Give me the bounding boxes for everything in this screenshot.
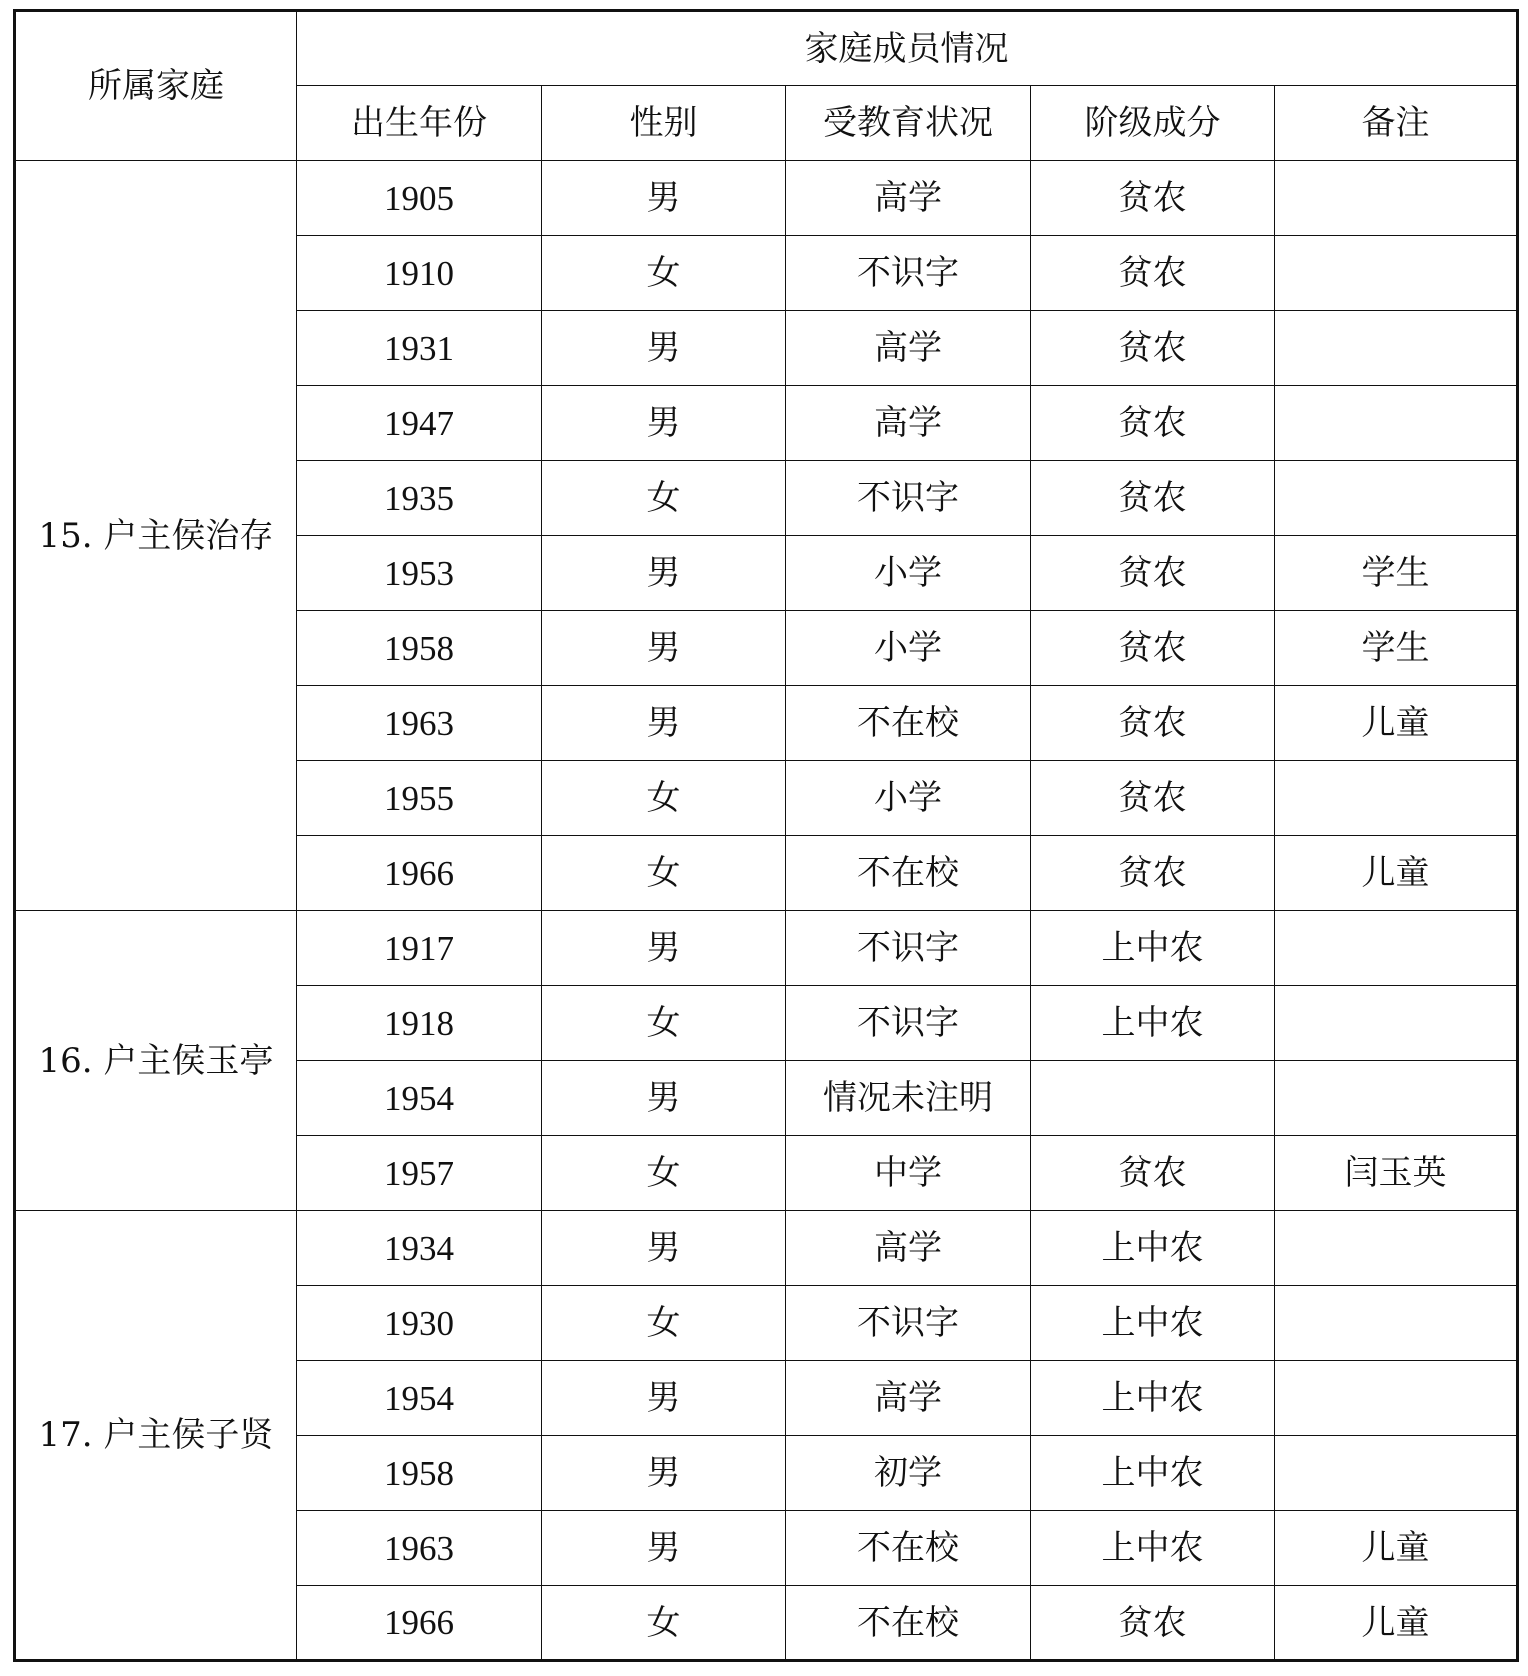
- note-cell: 儿童: [1275, 1586, 1518, 1661]
- education-cell: 不在校: [786, 1586, 1031, 1661]
- note-cell: [1275, 911, 1518, 986]
- class-status-cell: 贫农: [1031, 461, 1275, 536]
- header-education: 受教育状况: [786, 86, 1031, 161]
- gender-cell: 男: [542, 911, 786, 986]
- class-status-cell: 贫农: [1031, 1586, 1275, 1661]
- note-cell: 学生: [1275, 611, 1518, 686]
- education-cell: 不识字: [786, 911, 1031, 986]
- header-note: 备注: [1275, 86, 1518, 161]
- education-cell: 小学: [786, 761, 1031, 836]
- birth-year-cell: 1935: [297, 461, 542, 536]
- education-cell: 高学: [786, 386, 1031, 461]
- note-cell: 儿童: [1275, 836, 1518, 911]
- note-cell: [1275, 236, 1518, 311]
- birth-year-cell: 1966: [297, 836, 542, 911]
- note-cell: [1275, 1436, 1518, 1511]
- family-members-table: [13, 9, 1519, 1662]
- birth-year-cell: 1955: [297, 761, 542, 836]
- education-cell: 高学: [786, 311, 1031, 386]
- class-status-cell: 上中农: [1031, 1211, 1275, 1286]
- birth-year-cell: 1930: [297, 1286, 542, 1361]
- note-cell: [1275, 1361, 1518, 1436]
- note-cell: 儿童: [1275, 1511, 1518, 1586]
- gender-cell: 女: [542, 986, 786, 1061]
- header-gender: 性别: [542, 86, 786, 161]
- birth-year-cell: 1963: [297, 1511, 542, 1586]
- education-cell: 高学: [786, 161, 1031, 236]
- note-cell: [1275, 161, 1518, 236]
- class-status-cell: 上中农: [1031, 986, 1275, 1061]
- class-status-cell: 贫农: [1031, 161, 1275, 236]
- gender-cell: 女: [542, 1136, 786, 1211]
- gender-cell: 女: [542, 461, 786, 536]
- education-cell: 不在校: [786, 686, 1031, 761]
- education-cell: 不识字: [786, 1286, 1031, 1361]
- class-status-cell: 贫农: [1031, 386, 1275, 461]
- header-row-top: [15, 11, 1518, 86]
- gender-cell: 男: [542, 536, 786, 611]
- note-cell: [1275, 761, 1518, 836]
- header-group-title: 家庭成员情况: [297, 11, 1518, 86]
- table-row: [15, 161, 1518, 236]
- education-cell: 小学: [786, 536, 1031, 611]
- table-row: [15, 911, 1518, 986]
- education-cell: 情况未注明: [786, 1061, 1031, 1136]
- gender-cell: 男: [542, 611, 786, 686]
- birth-year-cell: 1910: [297, 236, 542, 311]
- class-status-cell: 贫农: [1031, 311, 1275, 386]
- header-birth-year: 出生年份: [297, 86, 542, 161]
- class-status-cell: 上中农: [1031, 1511, 1275, 1586]
- birth-year-cell: 1934: [297, 1211, 542, 1286]
- note-cell: 儿童: [1275, 686, 1518, 761]
- gender-cell: 男: [542, 161, 786, 236]
- birth-year-cell: 1931: [297, 311, 542, 386]
- class-status-cell: 上中农: [1031, 1361, 1275, 1436]
- education-cell: 不在校: [786, 836, 1031, 911]
- class-status-cell: 贫农: [1031, 536, 1275, 611]
- class-status-cell: [1031, 1061, 1275, 1136]
- education-cell: 不识字: [786, 236, 1031, 311]
- education-cell: 高学: [786, 1361, 1031, 1436]
- education-cell: 小学: [786, 611, 1031, 686]
- education-cell: 不在校: [786, 1511, 1031, 1586]
- note-cell: [1275, 386, 1518, 461]
- header-family: 所属家庭: [15, 11, 297, 161]
- table-row: [15, 1211, 1518, 1286]
- birth-year-cell: 1954: [297, 1361, 542, 1436]
- note-cell: [1275, 1061, 1518, 1136]
- gender-cell: 女: [542, 836, 786, 911]
- birth-year-cell: 1957: [297, 1136, 542, 1211]
- birth-year-cell: 1947: [297, 386, 542, 461]
- gender-cell: 男: [542, 1361, 786, 1436]
- class-status-cell: 贫农: [1031, 611, 1275, 686]
- gender-cell: 女: [542, 1286, 786, 1361]
- note-cell: [1275, 311, 1518, 386]
- birth-year-cell: 1958: [297, 1436, 542, 1511]
- note-cell: [1275, 986, 1518, 1061]
- birth-year-cell: 1918: [297, 986, 542, 1061]
- gender-cell: 男: [542, 1436, 786, 1511]
- birth-year-cell: 1953: [297, 536, 542, 611]
- education-cell: 不识字: [786, 986, 1031, 1061]
- education-cell: 高学: [786, 1211, 1031, 1286]
- gender-cell: 男: [542, 1061, 786, 1136]
- birth-year-cell: 1966: [297, 1586, 542, 1661]
- note-cell: 闫玉英: [1275, 1136, 1518, 1211]
- gender-cell: 男: [542, 386, 786, 461]
- note-cell: [1275, 461, 1518, 536]
- class-status-cell: 上中农: [1031, 1286, 1275, 1361]
- class-status-cell: 贫农: [1031, 1136, 1275, 1211]
- class-status-cell: 贫农: [1031, 236, 1275, 311]
- education-cell: 中学: [786, 1136, 1031, 1211]
- family-name-cell: 15. 户主侯治存: [15, 161, 297, 911]
- gender-cell: 男: [542, 1511, 786, 1586]
- birth-year-cell: 1954: [297, 1061, 542, 1136]
- education-cell: 不识字: [786, 461, 1031, 536]
- gender-cell: 男: [542, 1211, 786, 1286]
- family-name-cell: 16. 户主侯玉亭: [15, 911, 297, 1211]
- gender-cell: 女: [542, 1586, 786, 1661]
- header-class-status: 阶级成分: [1031, 86, 1275, 161]
- birth-year-cell: 1917: [297, 911, 542, 986]
- gender-cell: 女: [542, 236, 786, 311]
- gender-cell: 男: [542, 311, 786, 386]
- note-cell: [1275, 1211, 1518, 1286]
- table-body: [15, 161, 1518, 1661]
- note-cell: 学生: [1275, 536, 1518, 611]
- gender-cell: 男: [542, 686, 786, 761]
- class-status-cell: 上中农: [1031, 1436, 1275, 1511]
- birth-year-cell: 1905: [297, 161, 542, 236]
- note-cell: [1275, 1286, 1518, 1361]
- class-status-cell: 贫农: [1031, 761, 1275, 836]
- family-name-cell: 17. 户主侯子贤: [15, 1211, 297, 1661]
- birth-year-cell: 1963: [297, 686, 542, 761]
- birth-year-cell: 1958: [297, 611, 542, 686]
- education-cell: 初学: [786, 1436, 1031, 1511]
- class-status-cell: 贫农: [1031, 836, 1275, 911]
- class-status-cell: 贫农: [1031, 686, 1275, 761]
- class-status-cell: 上中农: [1031, 911, 1275, 986]
- gender-cell: 女: [542, 761, 786, 836]
